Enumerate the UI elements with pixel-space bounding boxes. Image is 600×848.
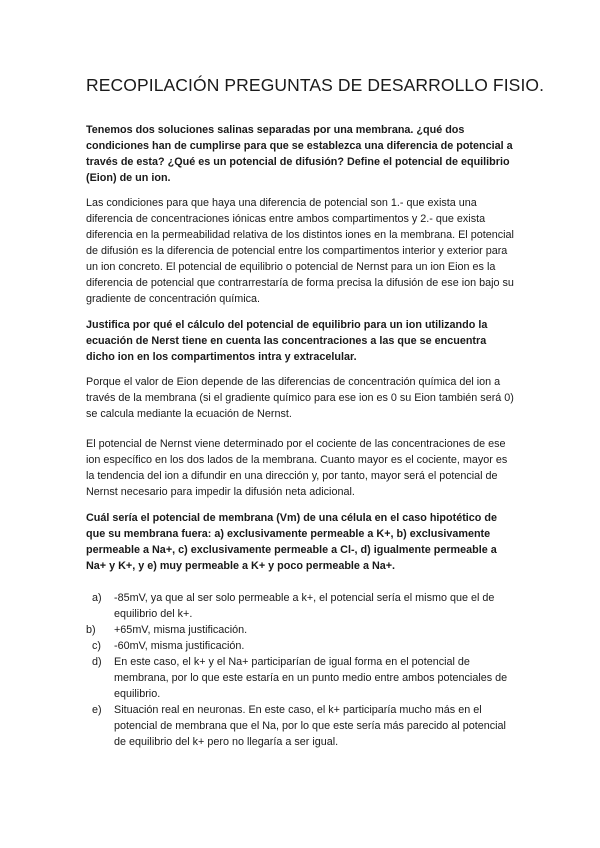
list-marker: e): [92, 704, 102, 716]
list-item: [86, 702, 518, 750]
list-item: [86, 638, 518, 654]
list-marker: a): [92, 592, 102, 604]
list-item-text: -85mV, ya que al ser solo permeable a k+, el potencial sería el mismo que el de equilibrio del k+.: [114, 592, 495, 620]
list-marker: c): [92, 640, 101, 652]
answer-3-list: [86, 590, 518, 750]
list-item: [86, 622, 518, 638]
list-marker: d): [92, 656, 102, 668]
list-item: [86, 654, 518, 702]
answer-2-paragraph-1: Porque el valor de Eion depende de las diferencias de concentración química del ion a través de la membrana (si el gradiente químico para ese ion es 0 su Eion también será 0) se calcula mediante la ecuación de Nernst.: [86, 376, 514, 420]
list-item-text: +65mV, misma justificación.: [114, 624, 248, 636]
list-item-text: -60mV, misma justificación.: [114, 640, 245, 652]
list-item: [86, 590, 518, 622]
answer-1: Las condiciones para que haya una diferencia de potencial son 1.- que exista una diferencia de concentraciones iónicas entre ambos compartimentos y 2.- que exista diferencia en la permeabilidad relativa de los distintos iones en la membrana. El potencial de difusión es la diferencia de potencial entre los compartimentos interior y exterior para un ion concreto. El potencial de equilibrio o potencial de Nernst para un ion Eion es la diferencia de potencial que contrarrestaría de forma precisa la difusión de ese ion bajo su gradiente de concentración química.: [86, 197, 514, 305]
question-2: Justifica por qué el cálculo del potencial de equilibrio para un ion utilizando la ecuación de Nerst tiene en cuenta las concentraciones a las que se encuentra dicho ion en los compartimentos intra y extracelular.: [86, 319, 488, 363]
question-3: Cuál sería el potencial de membrana (Vm) de una célula en el caso hipotético de que su membrana fuera: a) exclusivamente permeable a K+, b) exclusivamente permeable a Na+, c) exclusivamente permeable a Cl-, d) igualmente permeable a Na+ y K+, y e) muy permeable a K+ y poco permeable a Na+.: [86, 512, 498, 572]
document-title: RECOPILACIÓN PREGUNTAS DE DESARROLLO FISIO.: [86, 75, 545, 95]
question-1: Tenemos dos soluciones salinas separadas por una membrana. ¿qué dos condiciones han de cumplirse para que se establezca una diferencia de potencial a través de esta? ¿Qué es un potencial de difusión? Define el potencial de equilibrio (Eion) de un ion.: [86, 124, 513, 184]
answer-2-paragraph-2: El potencial de Nernst viene determinado por el cociente de las concentraciones de ese ion específico en los dos lados de la membrana. Cuanto mayor es el cociente, mayor es la tendencia del ion a difundir en una dirección y, por tanto, mayor será el potencial de Nernst necesario para impedir la difusión neta adicional.: [86, 438, 508, 498]
list-item-text: Situación real en neuronas. En este caso, el k+ participaría mucho más en el potencial de membrana que el Na, por lo que este sería más parecido al potencial de equilibrio del k+ pero no llegaría a ser igual.: [114, 704, 506, 748]
list-marker: b): [86, 624, 96, 636]
list-item-text: En este caso, el k+ y el Na+ participarían de igual forma en el potencial de membrana, por lo que este estaría en un punto medio entre ambos potenciales de equilibrio.: [114, 656, 508, 700]
